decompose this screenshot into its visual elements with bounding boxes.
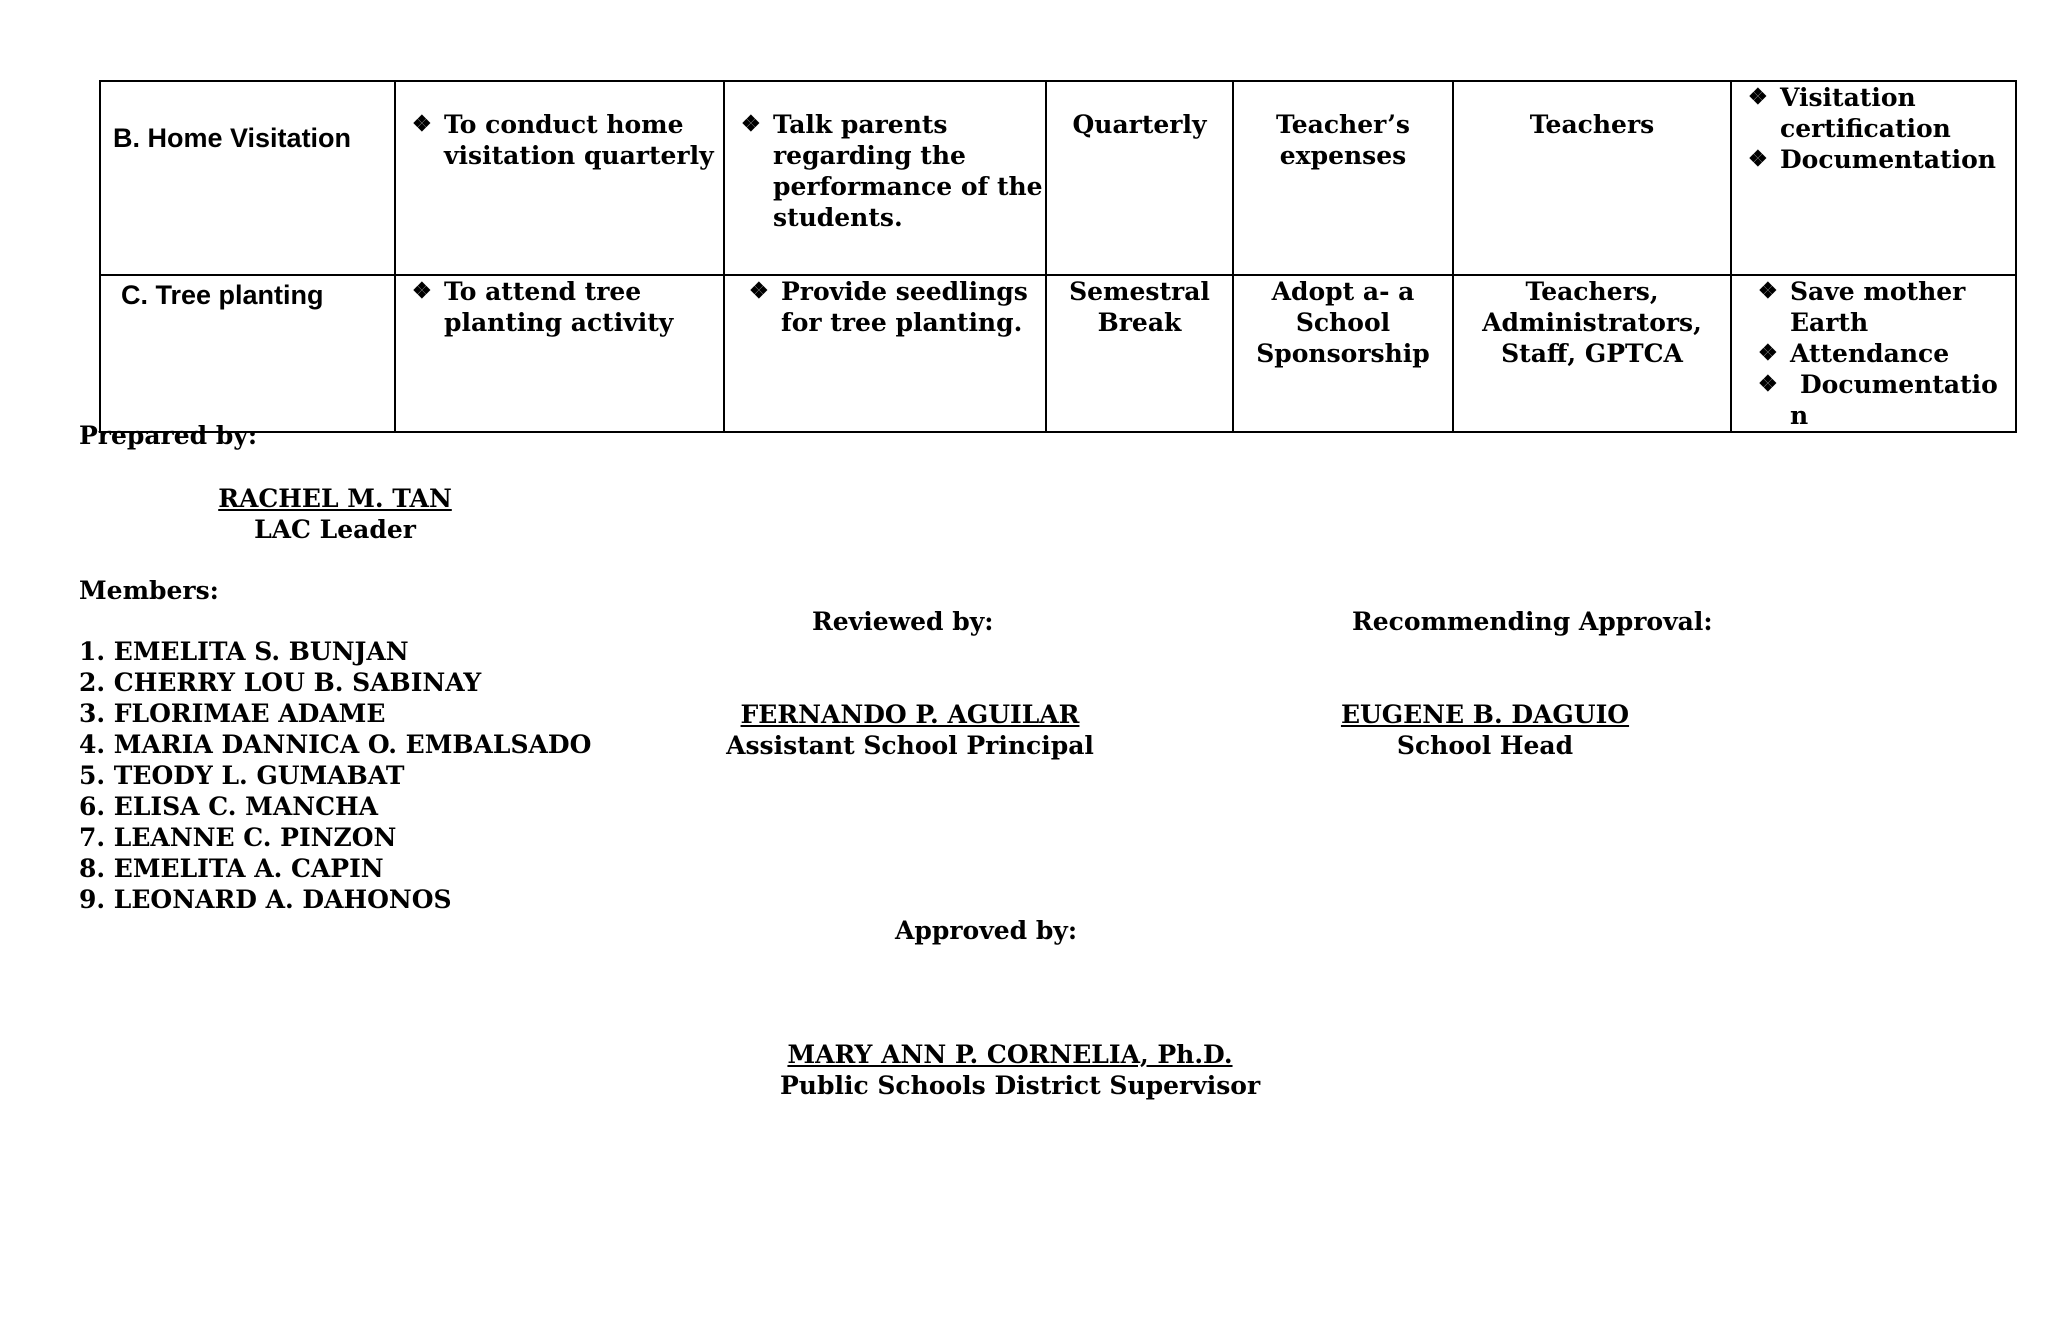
members-label: Members: bbox=[79, 576, 219, 605]
activity-cell bbox=[100, 275, 395, 432]
list-item: ❖ Visitation certification bbox=[1748, 83, 1951, 143]
prepared-name: RACHEL M. TAN bbox=[218, 484, 452, 513]
list-item: 5. TEODY L. GUMABAT bbox=[79, 761, 405, 790]
diamond-bullet-icon: ❖ bbox=[1748, 84, 1768, 110]
list-item: ❖ Attendance bbox=[1758, 339, 1950, 368]
reviewed-name: FERNANDO P. AGUILAR bbox=[740, 700, 1080, 729]
list-item: 1. EMELITA S. BUNJAN bbox=[79, 637, 409, 666]
strategy-cell bbox=[724, 275, 1046, 432]
prepared-title: LAC Leader bbox=[254, 515, 416, 544]
diamond-bullet-icon: ❖ bbox=[1748, 146, 1768, 172]
recommending-name: EUGENE B. DAGUIO bbox=[1340, 700, 1630, 729]
objective-cell bbox=[395, 275, 724, 432]
diamond-bullet-icon: ❖ bbox=[1758, 371, 1778, 397]
list-item: 6. ELISA C. MANCHA bbox=[79, 792, 378, 821]
table-row bbox=[100, 81, 2016, 275]
approved-block bbox=[780, 1039, 1261, 1101]
reviewed-title: Assistant School Principal bbox=[726, 731, 1094, 760]
action-plan-table bbox=[99, 80, 2017, 433]
time-frame-cell: Quarterly bbox=[1046, 81, 1233, 275]
diamond-bullet-icon: ❖ bbox=[749, 278, 769, 304]
strategy-cell bbox=[724, 81, 1046, 275]
diamond-bullet-icon: ❖ bbox=[1758, 340, 1778, 366]
recommending-title: School Head bbox=[1396, 731, 1574, 760]
persons-involved-cell: Teachers, Administrators, Staff, GPTCA bbox=[1453, 275, 1731, 432]
list-item: ❖ Talk parents regarding the performance of the students. bbox=[741, 110, 1043, 232]
objective-cell bbox=[395, 81, 724, 275]
approved-by-label: Approved by: bbox=[895, 916, 1078, 945]
prepared-block bbox=[180, 483, 490, 545]
list-item: 3. FLORIMAE ADAME bbox=[79, 699, 386, 728]
recommending-block bbox=[1340, 699, 1630, 761]
list-item: ❖ Provide seedlings for tree planting. bbox=[749, 277, 1028, 337]
list-item: ❖ Save mother Earth bbox=[1758, 277, 1966, 337]
diamond-bullet-icon: ❖ bbox=[741, 111, 761, 137]
members-list bbox=[79, 636, 591, 915]
list-item: ❖ Documentation bbox=[1748, 145, 1996, 174]
reviewed-block bbox=[700, 699, 1120, 761]
success-indicator-cell bbox=[1731, 275, 2016, 432]
diamond-bullet-icon: ❖ bbox=[412, 111, 432, 137]
diamond-bullet-icon: ❖ bbox=[412, 278, 432, 304]
time-frame-cell: Semestral Break bbox=[1046, 275, 1233, 432]
activity-title: C. Tree planting bbox=[121, 280, 324, 310]
diamond-bullet-icon: ❖ bbox=[1758, 278, 1778, 304]
list-item: ❖ Documentation bbox=[1758, 370, 1998, 430]
resources-cell: Adopt a- a School Sponsorship bbox=[1233, 275, 1453, 432]
list-item: ❖ To conduct home visitation quarterly bbox=[412, 110, 714, 170]
prepared-by-label: Prepared by: bbox=[79, 421, 258, 450]
persons-involved-cell: Teachers bbox=[1453, 81, 1731, 275]
list-item: 7. LEANNE C. PINZON bbox=[79, 823, 397, 852]
recommending-approval-label: Recommending Approval: bbox=[1352, 607, 1713, 636]
table-row bbox=[100, 275, 2016, 432]
approved-name: MARY ANN P. CORNELIA, Ph.D. bbox=[787, 1040, 1233, 1069]
list-item: ❖ To attend tree planting activity bbox=[412, 277, 674, 337]
reviewed-by-label: Reviewed by: bbox=[812, 607, 994, 636]
success-indicator-cell bbox=[1731, 81, 2016, 275]
activity-cell bbox=[100, 81, 395, 275]
list-item: 4. MARIA DANNICA O. EMBALSADO bbox=[79, 730, 592, 759]
approved-title: Public Schools District Supervisor bbox=[780, 1071, 1261, 1100]
resources-cell: Teacher’s expenses bbox=[1233, 81, 1453, 275]
list-item: 9. LEONARD A. DAHONOS bbox=[79, 885, 452, 914]
list-item: 2. CHERRY LOU B. SABINAY bbox=[79, 668, 482, 697]
activity-title: B. Home Visitation bbox=[113, 123, 352, 153]
list-item: 8. EMELITA A. CAPIN bbox=[79, 854, 384, 883]
